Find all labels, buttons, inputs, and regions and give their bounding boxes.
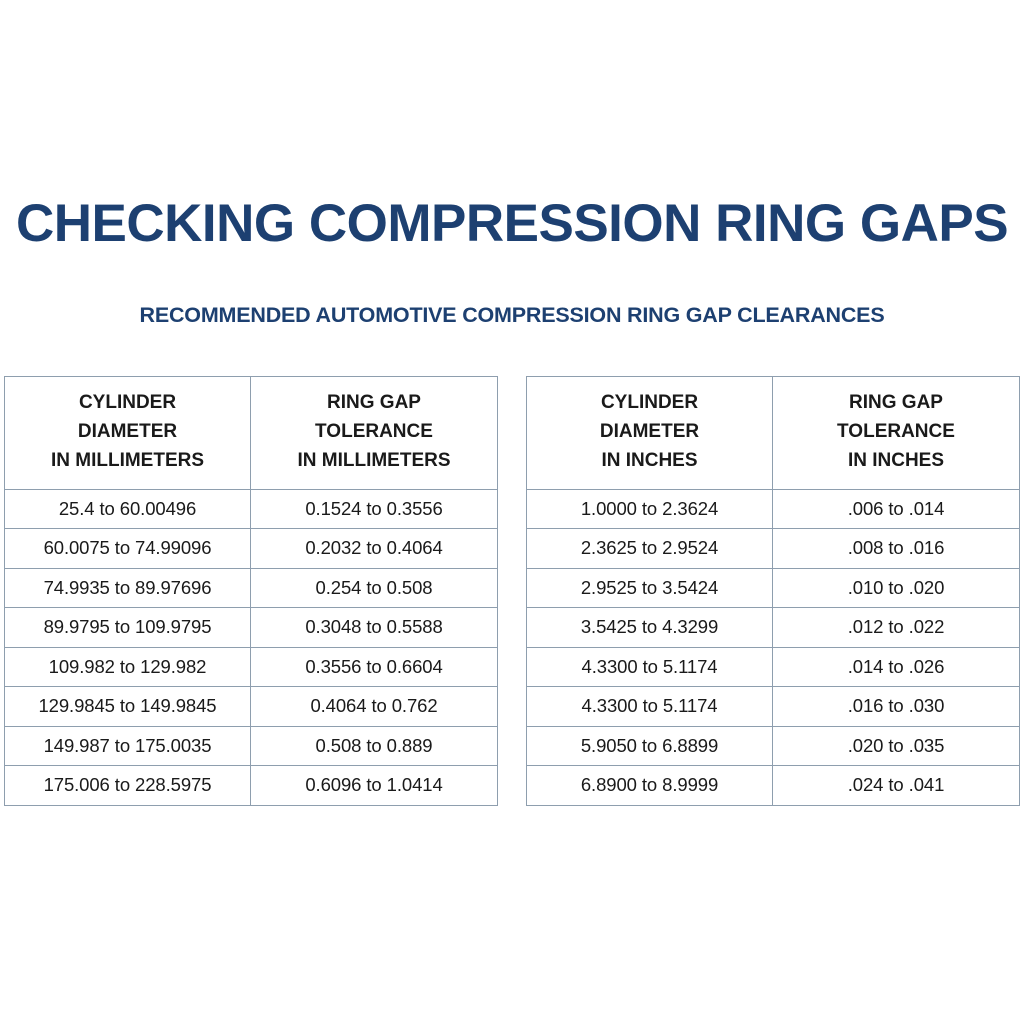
cell-ring-gap-tolerance: .016 to .030 — [773, 687, 1020, 727]
cell-ring-gap-tolerance: 0.6096 to 1.0414 — [251, 766, 498, 806]
header-line-3: IN INCHES — [601, 449, 698, 471]
table-row — [5, 687, 498, 727]
cell-ring-gap-tolerance: 0.4064 to 0.762 — [251, 687, 498, 727]
cell-cylinder-diameter: 2.9525 to 3.5424 — [527, 568, 773, 608]
cell-cylinder-diameter: 1.0000 to 2.3624 — [527, 489, 773, 529]
page-subtitle: RECOMMENDED AUTOMOTIVE COMPRESSION RING GAP CLEARANCES — [139, 303, 885, 327]
cell-ring-gap-tolerance: 0.3048 to 0.5588 — [251, 608, 498, 648]
cell-ring-gap-tolerance: .006 to .014 — [773, 489, 1020, 529]
metric-table — [4, 376, 498, 806]
column-header-ring-gap-tolerance-mm — [251, 377, 498, 490]
table-row — [5, 529, 498, 569]
cell-cylinder-diameter: 109.982 to 129.982 — [5, 647, 251, 687]
cell-cylinder-diameter: 25.4 to 60.00496 — [5, 489, 251, 529]
cell-cylinder-diameter: 3.5425 to 4.3299 — [527, 608, 773, 648]
header-line-2: TOLERANCE — [837, 420, 955, 442]
header-line-2: TOLERANCE — [315, 420, 433, 442]
cell-ring-gap-tolerance: 0.2032 to 0.4064 — [251, 529, 498, 569]
column-header-cylinder-diameter-in — [527, 377, 773, 490]
cell-cylinder-diameter: 2.3625 to 2.9524 — [527, 529, 773, 569]
cell-cylinder-diameter: 175.006 to 228.5975 — [5, 766, 251, 806]
cell-ring-gap-tolerance: .010 to .020 — [773, 568, 1020, 608]
header-line-3: IN MILLIMETERS — [297, 449, 451, 471]
cell-ring-gap-tolerance: 0.254 to 0.508 — [251, 568, 498, 608]
table-row — [5, 766, 498, 806]
cell-ring-gap-tolerance: .008 to .016 — [773, 529, 1020, 569]
cell-cylinder-diameter: 4.3300 to 5.1174 — [527, 687, 773, 727]
header-line-1: RING GAP — [849, 392, 943, 413]
header-line-1: CYLINDER — [600, 392, 699, 413]
header-line-3: IN MILLIMETERS — [50, 449, 205, 471]
cell-ring-gap-tolerance: 0.1524 to 0.3556 — [251, 489, 498, 529]
cell-cylinder-diameter: 89.9795 to 109.9795 — [5, 608, 251, 648]
table-row — [527, 608, 1020, 648]
table-row — [5, 726, 498, 766]
table-row — [5, 608, 498, 648]
cell-ring-gap-tolerance: 0.508 to 0.889 — [251, 726, 498, 766]
cell-cylinder-diameter: 6.8900 to 8.9999 — [527, 766, 773, 806]
header-line-1: RING GAP — [327, 392, 421, 413]
column-header-ring-gap-tolerance-in — [773, 377, 1020, 490]
cell-cylinder-diameter: 129.9845 to 149.9845 — [5, 687, 251, 727]
column-header-cylinder-diameter-mm — [5, 377, 251, 490]
table-header-row — [5, 377, 498, 490]
table-row — [527, 687, 1020, 727]
cell-cylinder-diameter: 74.9935 to 89.97696 — [5, 568, 251, 608]
table-row — [5, 568, 498, 608]
header-line-3: IN INCHES — [847, 449, 945, 471]
tables-container — [0, 376, 1024, 806]
page-title: CHECKING COMPRESSION RING GAPS — [15, 194, 1009, 253]
cell-cylinder-diameter: 5.9050 to 6.8899 — [527, 726, 773, 766]
header-line-2: DIAMETER — [599, 420, 700, 442]
table-row — [5, 489, 498, 529]
table-row — [527, 766, 1020, 806]
table-row — [527, 489, 1020, 529]
cell-ring-gap-tolerance: .024 to .041 — [773, 766, 1020, 806]
cell-ring-gap-tolerance: .020 to .035 — [773, 726, 1020, 766]
header-line-1: CYLINDER — [78, 392, 177, 413]
table-row — [527, 726, 1020, 766]
table-row — [527, 568, 1020, 608]
table-row — [527, 529, 1020, 569]
cell-cylinder-diameter: 149.987 to 175.0035 — [5, 726, 251, 766]
cell-ring-gap-tolerance: .012 to .022 — [773, 608, 1020, 648]
cell-ring-gap-tolerance: .014 to .026 — [773, 647, 1020, 687]
cell-cylinder-diameter: 4.3300 to 5.1174 — [527, 647, 773, 687]
table-row — [5, 647, 498, 687]
header-line-2: DIAMETER — [77, 420, 178, 442]
cell-ring-gap-tolerance: 0.3556 to 0.6604 — [251, 647, 498, 687]
imperial-table — [526, 376, 1020, 806]
table-row — [527, 647, 1020, 687]
cell-cylinder-diameter: 60.0075 to 74.99096 — [5, 529, 251, 569]
table-header-row — [527, 377, 1020, 490]
